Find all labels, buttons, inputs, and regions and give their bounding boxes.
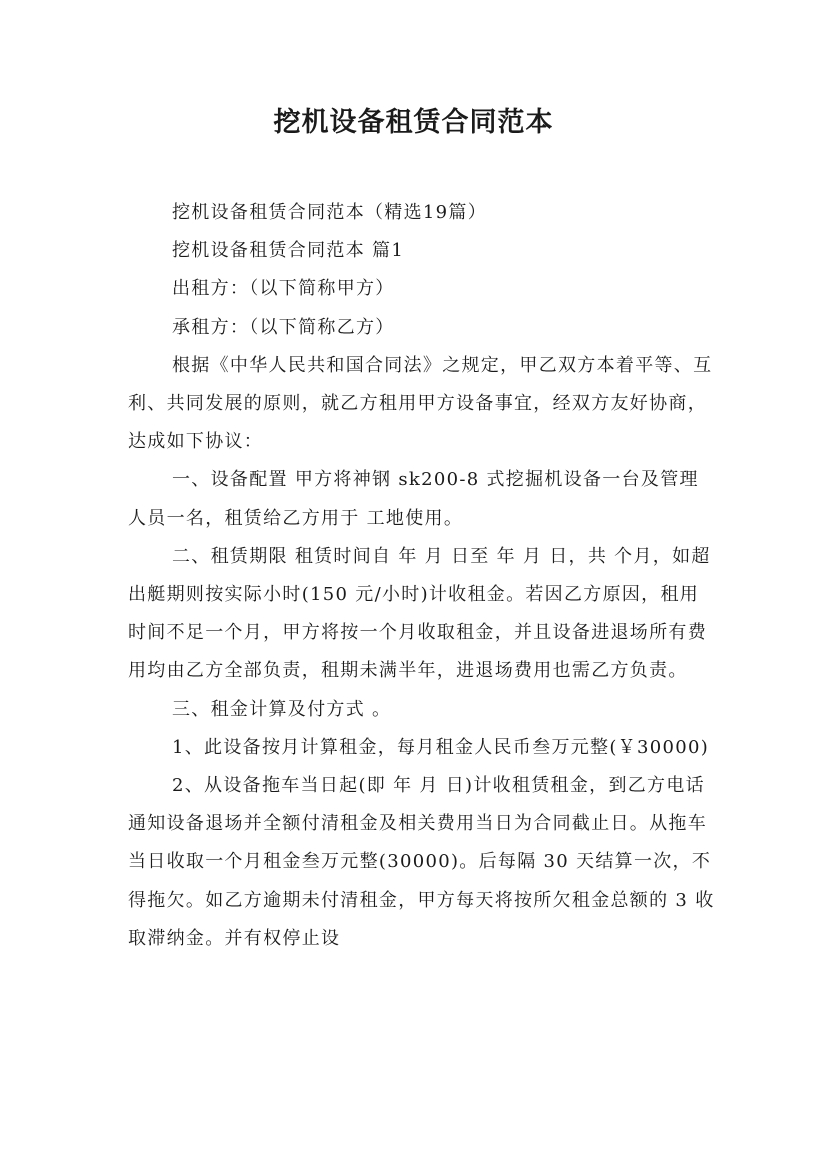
- paragraph-lessor: 出租方：（以下简称甲方）: [172, 278, 395, 300]
- paragraph-lessee: 承租方：（以下简称乙方）: [172, 316, 395, 338]
- paragraph-preamble: 根据《中华人民共和国合同法》之规定，甲乙双方本着平等、互利、共同发展的原则，就乙方租用甲方设备事宜，经双方友好协商，达成如下协议：: [128, 354, 713, 453]
- paragraph-payment-item-2: 2、从设备拖车当日起(即 年 月 日)计收租赁租金，到乙方电话通知设备退场并全额付清租金及相关费用当日为合同截止日。从拖车当日收取一个月租金叁万元整(30000)。后每隔 30 天结算一次，不得拖欠。如乙方逾期未付清租金，甲方每天将按所欠租金总额的 3 收取滞纳金。并有权停止设: [128, 775, 715, 949]
- paragraph-section-heading: 挖机设备租赁合同范本 篇1: [172, 240, 405, 262]
- paragraph-collection-heading: 挖机设备租赁合同范本（精选19篇）: [172, 202, 488, 223]
- paragraph-clause-equipment: 一、设备配置 甲方将神钢 sk200-8 式挖掘机设备一台及管理人员一名，租赁给乙方用于 工地使用。: [128, 469, 699, 529]
- document-body: [128, 194, 718, 958]
- document-title: 挖机设备租赁合同范本: [273, 107, 554, 138]
- paragraph-clause-term: 二、租赁期限 租赁时间自 年 月 日至 年 月 日，共 个月，如超出艇期则按实际小时(150 元/小时)计收租金。若因乙方原因，租用时间不足一个月，甲方将按一个月收取租金，并且设备进退场所有费用均由乙方全部负责，租期未满半年，进退场费用也需乙方负责。: [128, 545, 711, 682]
- paragraph-payment-item-1: 1、此设备按月计算租金，每月租金人民币叁万元整(￥30000): [172, 736, 710, 758]
- paragraph-clause-payment: 三、租金计算及付方式 。: [172, 698, 392, 720]
